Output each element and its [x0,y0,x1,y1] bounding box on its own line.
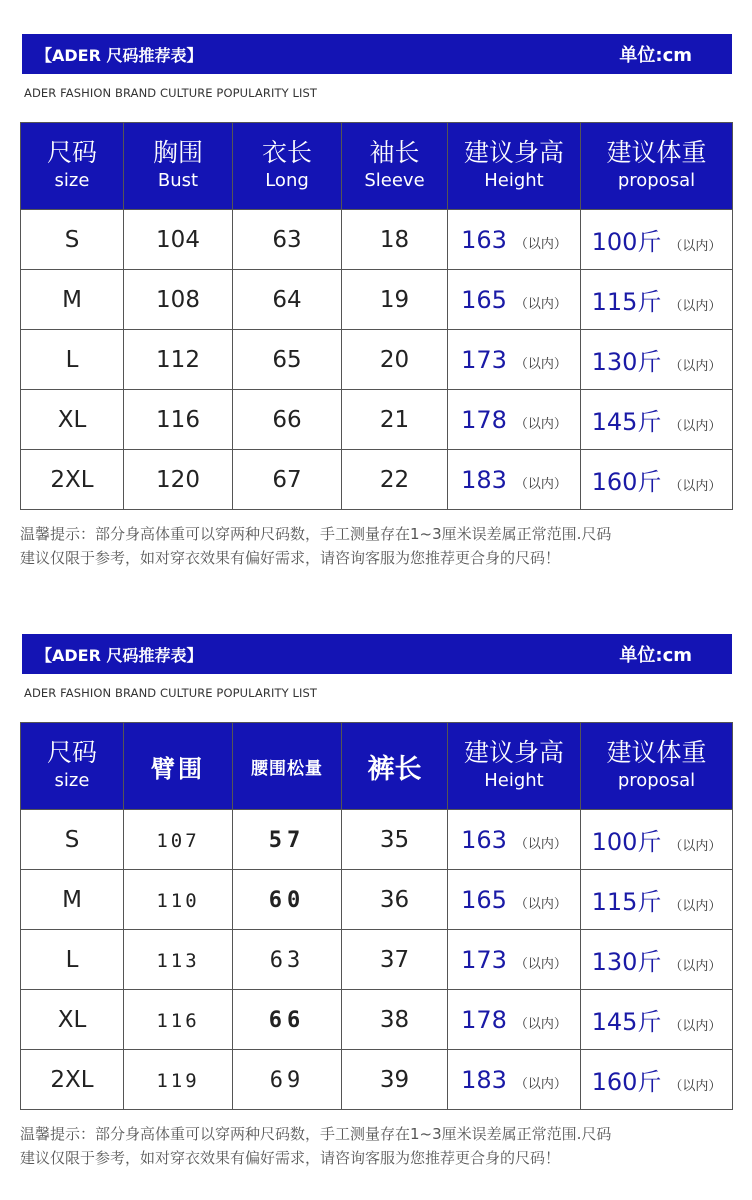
chart-banner [22,34,732,74]
weight-cell: 115斤 （以内） [581,870,733,930]
bust-cell: 108 [124,270,233,330]
weight-cell: 130斤 （以内） [581,930,733,990]
pants-length-cell: 37 [342,930,448,990]
banner-title: 【ADER 尺码推荐表】 [36,45,203,65]
sleeve-cell: 19 [342,270,448,330]
length-cell: 64 [233,270,342,330]
height-cell: 178 （以内） [448,390,581,450]
waist-cell: 69 [233,1050,342,1110]
header-weight: 建议体重 proposal [581,123,733,210]
header-height: 建议身高 Height [448,123,581,210]
size-cell: M [21,270,124,330]
sleeve-cell: 22 [342,450,448,510]
pants-length-cell: 38 [342,990,448,1050]
table-header-row [21,723,733,810]
size-cell: XL [21,990,124,1050]
weight-cell: 160斤 （以内） [581,1050,733,1110]
weight-cell: 145斤 （以内） [581,390,733,450]
table-row [21,330,733,390]
tip-line: 建议仅限于参考，如对穿衣效果有偏好需求，请咨询客服为您推荐更合身的尺码！ [20,1149,561,1167]
tip-line: 温馨提示：部分身高体重可以穿两种尺码数，手工测量存在1~3厘米误差属正常范围.尺码 [20,525,612,543]
table-row [21,270,733,330]
bust-cell: 120 [124,450,233,510]
header-weight: 建议体重 proposal [581,723,733,810]
bust-cell: 116 [124,390,233,450]
size-table [20,122,733,510]
waist-cell: 63 [233,930,342,990]
waist-cell: 60 [233,870,342,930]
weight-cell: 160斤 （以内） [581,450,733,510]
bust-cell: 112 [124,330,233,390]
arm-cell: 107 [124,810,233,870]
table-row [21,210,733,270]
table-row [21,810,733,870]
unit-label: 单位:cm [619,645,692,666]
header-pants-length: 裤长 [342,723,448,810]
weight-cell: 100斤 （以内） [581,210,733,270]
brand-line: ADER FASHION BRAND CULTURE POPULARITY LIST [24,86,318,100]
header-size: 尺码 size [21,723,124,810]
table-row [21,870,733,930]
table-row [21,1050,733,1110]
pants-length-cell: 35 [342,810,448,870]
header-sleeve: 袖长 Sleeve [342,123,448,210]
height-cell: 163 （以内） [448,810,581,870]
height-cell: 173 （以内） [448,330,581,390]
sleeve-cell: 21 [342,390,448,450]
size-cell: L [21,930,124,990]
length-cell: 63 [233,210,342,270]
arm-cell: 119 [124,1050,233,1110]
size-table [20,722,733,1110]
table-header-row [21,123,733,210]
length-cell: 65 [233,330,342,390]
arm-cell: 113 [124,930,233,990]
header-height: 建议身高 Height [448,723,581,810]
size-cell: S [21,210,124,270]
height-cell: 183 （以内） [448,450,581,510]
length-cell: 66 [233,390,342,450]
size-cell: 2XL [21,450,124,510]
size-cell: S [21,810,124,870]
size-cell: 2XL [21,1050,124,1110]
table-row [21,990,733,1050]
tip-note [20,1122,736,1170]
tip-line: 温馨提示：部分身高体重可以穿两种尺码数，手工测量存在1~3厘米误差属正常范围.尺码 [20,1125,612,1143]
weight-cell: 115斤 （以内） [581,270,733,330]
length-cell: 67 [233,450,342,510]
header-size: 尺码 size [21,123,124,210]
weight-cell: 100斤 （以内） [581,810,733,870]
waist-cell: 66 [233,990,342,1050]
height-cell: 163 （以内） [448,210,581,270]
weight-cell: 145斤 （以内） [581,990,733,1050]
header-bust: 胸围 Bust [124,123,233,210]
header-arm: 臂围 [124,723,233,810]
size-cell: L [21,330,124,390]
table-row [21,450,733,510]
banner-title: 【ADER 尺码推荐表】 [36,645,203,665]
height-cell: 173 （以内） [448,930,581,990]
weight-cell: 130斤 （以内） [581,330,733,390]
height-cell: 183 （以内） [448,1050,581,1110]
header-waist-ease: 腰围松量 [233,723,342,810]
height-cell: 178 （以内） [448,990,581,1050]
size-cell: M [21,870,124,930]
waist-cell: 57 [233,810,342,870]
tip-note [20,522,736,570]
unit-label: 单位:cm [619,45,692,66]
chart-banner [22,634,732,674]
pants-length-cell: 36 [342,870,448,930]
sleeve-cell: 18 [342,210,448,270]
bust-cell: 104 [124,210,233,270]
brand-line: ADER FASHION BRAND CULTURE POPULARITY LIST [24,686,318,700]
arm-cell: 110 [124,870,233,930]
header-length: 衣长 Long [233,123,342,210]
table-row [21,390,733,450]
sleeve-cell: 20 [342,330,448,390]
tip-line: 建议仅限于参考，如对穿衣效果有偏好需求，请咨询客服为您推荐更合身的尺码！ [20,549,561,567]
height-cell: 165 （以内） [448,270,581,330]
arm-cell: 116 [124,990,233,1050]
table-row [21,930,733,990]
height-cell: 165 （以内） [448,870,581,930]
pants-length-cell: 39 [342,1050,448,1110]
size-cell: XL [21,390,124,450]
